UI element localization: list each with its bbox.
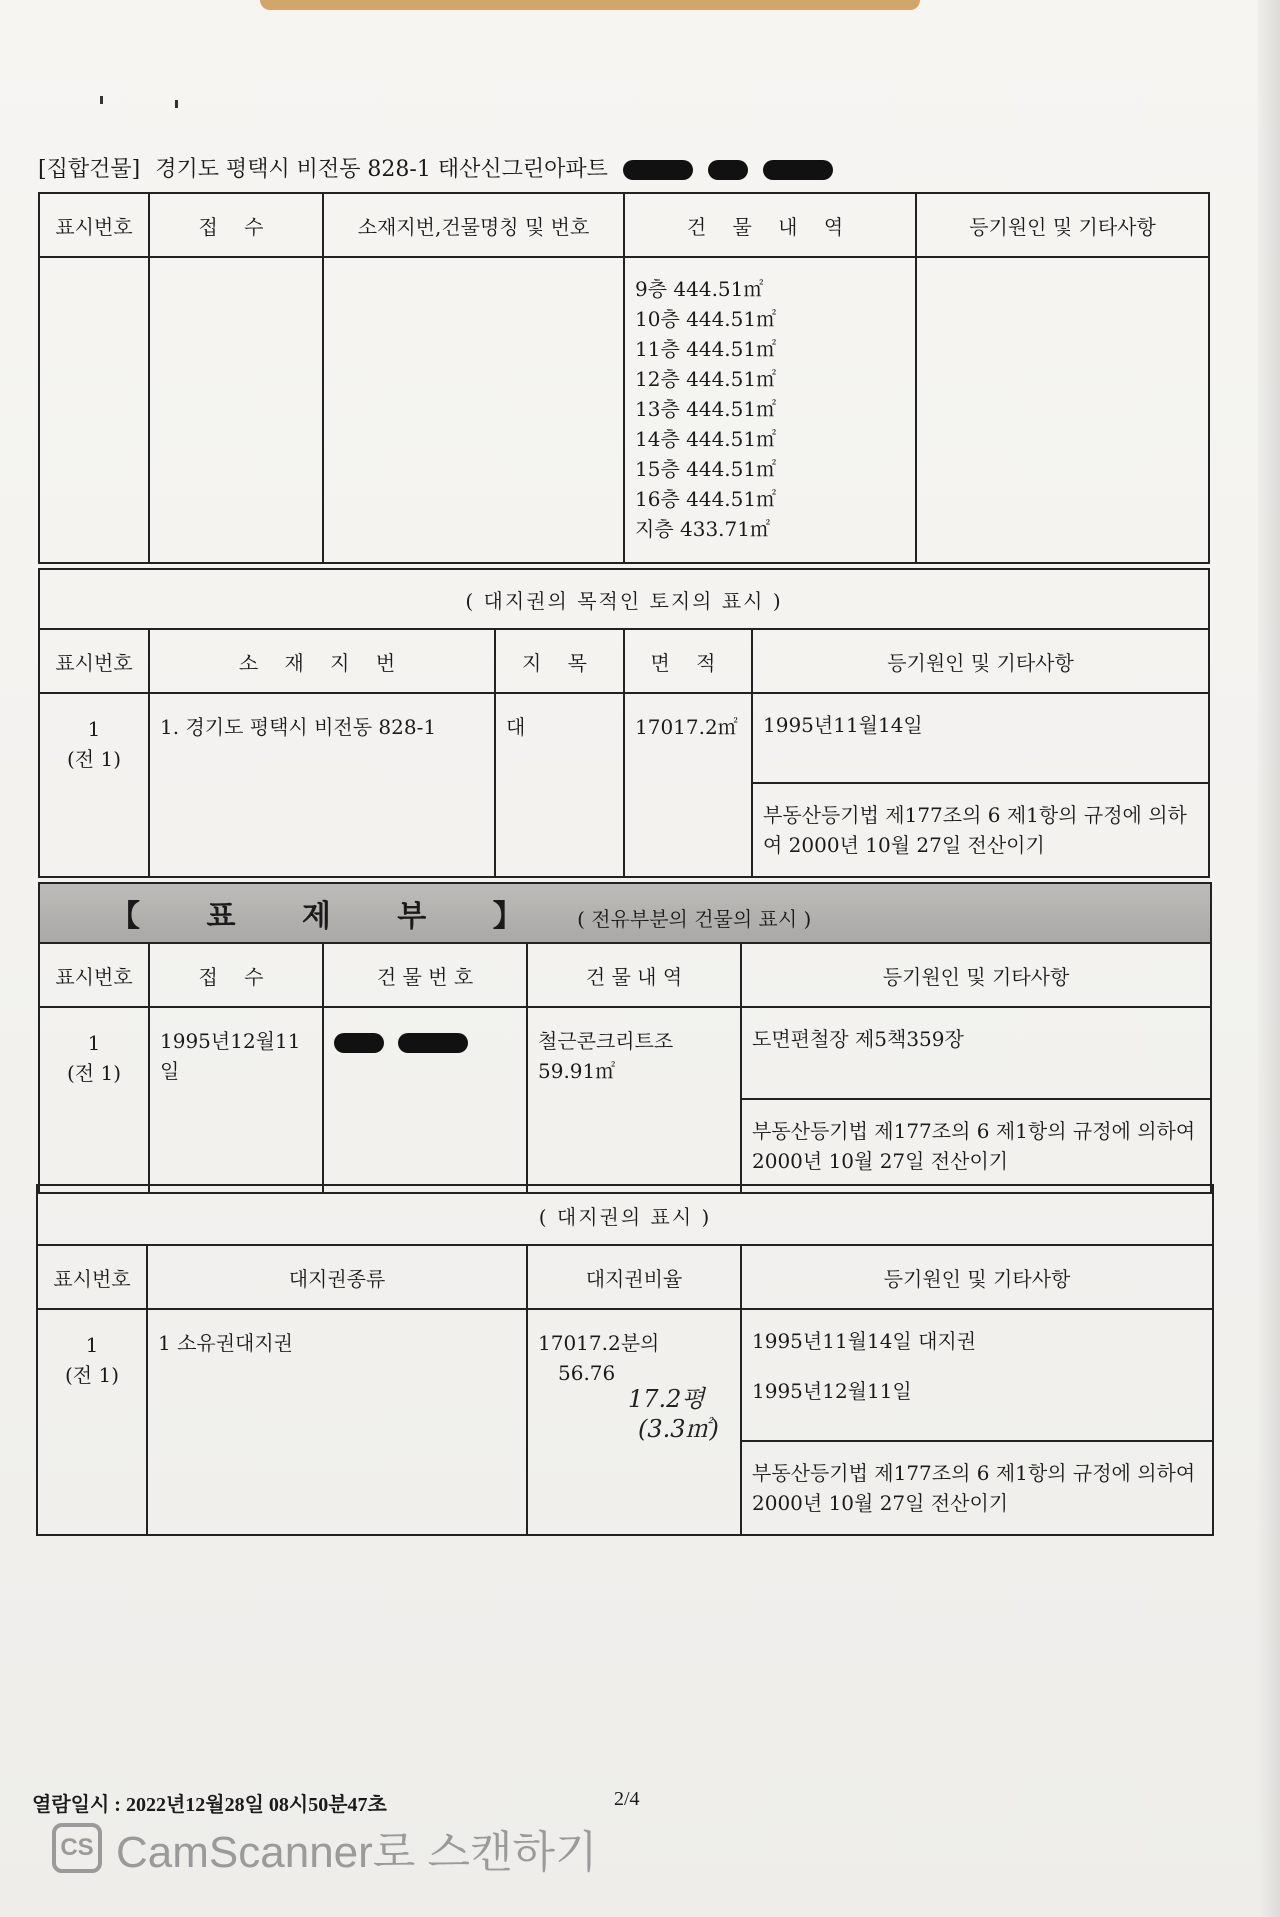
banner-title: 【 표 제 부 】 [110,899,551,934]
row-prev: (전 1) [66,1061,121,1085]
col-header-no: 표시번호 [39,943,149,1007]
col-header-cause: 등기원인 및 기타사항 [741,1245,1213,1309]
ratio-denominator: 17017.2분의 [538,1331,660,1355]
row-no: 1 [87,717,101,741]
empty-cell [323,257,624,563]
paper-edge [260,0,920,10]
col-header-cause: 등기원인 및 기타사항 [741,943,1211,1007]
floor-item: 10층 444.51㎡ [635,307,777,331]
paper-shadow [1258,0,1280,1917]
land-right-table [36,1184,1214,1536]
ratio-numerator: 56.76 [558,1361,616,1385]
col-header-no: 표시번호 [39,193,149,257]
col-header-no: 표시번호 [37,1245,147,1309]
watermark-text: CamScanner로 스캔하기 [116,1828,598,1877]
row-no: 1 [85,1333,99,1357]
unit-receipt: 1995년12월11일 [149,1007,323,1193]
land-register-table [38,568,1210,878]
unit-details [527,1007,741,1193]
floor-item: 11층 444.51㎡ [635,337,777,361]
right-type: 1 소유권대지권 [147,1309,527,1535]
col-header-receipt: 접 수 [149,943,323,1007]
col-header-no: 표시번호 [39,629,149,693]
redaction-mark [398,1033,468,1053]
unit-cause-ref: 도면편철장 제5책359장 [752,1027,964,1051]
redaction-mark [708,160,748,180]
land-cause-note: 부동산등기법 제177조의 6 제1항의 규정에 의하여 2000년 10월 27일 전산이기 [753,782,1208,876]
right-cause-2: 1995년12월11일 [752,1379,912,1403]
col-header-location: 소재지번,건물명칭 및 번호 [323,193,624,257]
unit-cause [741,1007,1211,1193]
row-no: 1 [87,1031,101,1055]
redaction-mark [763,160,833,180]
camscanner-logo-icon: CS [52,1823,102,1873]
col-header-details: 건 물 내 역 [527,943,741,1007]
right-cause [741,1309,1213,1535]
handwritten-note: 17.2평 [628,1385,705,1413]
land-location: 1. 경기도 평택시 비전동 828-1 [149,693,495,877]
unit-register-table [38,882,1212,1194]
floor-list [624,257,916,563]
speck [175,100,178,108]
empty-cell [39,257,149,563]
land-area: 17017.2㎡ [624,693,752,877]
unit-building-no [323,1007,527,1193]
unit-structure: 철근콘크리트조 [538,1029,674,1053]
unit-cause-note: 부동산등기법 제177조의 6 제1항의 규정에 의하여 2000년 10월 27일 전산이기 [742,1098,1210,1192]
floor-item: 14층 444.51㎡ [635,427,777,451]
col-header-area: 면 적 [624,629,752,693]
redaction-mark [334,1033,384,1053]
empty-cell [149,257,323,563]
right-cause-dates [742,1310,1212,1440]
land-category: 대 [495,693,624,877]
unit-area: 59.91㎡ [538,1059,616,1083]
redaction-mark [623,160,693,180]
land-cause [752,693,1209,877]
camscanner-watermark [52,1816,598,1880]
col-header-details: 건 물 내 역 [624,193,916,257]
col-header-ratio: 대지권비율 [527,1245,741,1309]
floor-item: 15층 444.51㎡ [635,457,777,481]
col-header-category: 지 목 [495,629,624,693]
page-number: 2/4 [614,1788,640,1810]
header-label: [집합건물] [38,157,141,182]
empty-cell [916,257,1209,563]
floor-item: 16층 444.51㎡ [635,487,777,511]
right-ratio [527,1309,741,1535]
col-header-cause: 등기원인 및 기타사항 [916,193,1209,257]
right-cause-1: 1995년11월14일 대지권 [752,1329,977,1353]
building-register-table [38,192,1210,564]
col-header-location: 소 재 지 번 [149,629,495,693]
land-section-title: ( 대지권의 목적인 토지의 표시 ) [39,569,1209,629]
right-section-title: ( 대지권의 표시 ) [37,1185,1213,1245]
floor-item: 13층 444.51㎡ [635,397,777,421]
row-number [39,693,149,877]
row-prev: (전 1) [66,747,121,771]
header-address: 경기도 평택시 비전동 828-1 태산신그린아파트 [155,157,608,182]
row-number [39,1007,149,1193]
speck [100,96,103,104]
title-banner [39,883,1211,943]
row-number [37,1309,147,1535]
col-header-building-no: 건 물 번 호 [323,943,527,1007]
col-header-type: 대지권종류 [147,1245,527,1309]
row-prev: (전 1) [64,1363,119,1387]
floor-item: 9층 444.51㎡ [635,277,764,301]
floor-item: 12층 444.51㎡ [635,367,777,391]
col-header-cause: 등기원인 및 기타사항 [752,629,1209,693]
handwritten-note: (3.3㎡) [638,1415,719,1443]
land-cause-date: 1995년11월14일 [763,713,923,737]
col-header-receipt: 접 수 [149,193,323,257]
document-header [38,152,833,183]
viewed-timestamp: 열람일시 : 2022년12월28일 08시50분47초 [32,1794,387,1816]
banner-subtitle: ( 전유부분의 건물의 표시 ) [577,907,812,931]
right-cause-note: 부동산등기법 제177조의 6 제1항의 규정에 의하여 2000년 10월 27일 전산이기 [742,1440,1212,1534]
floor-item: 지층 433.71㎡ [635,517,770,541]
